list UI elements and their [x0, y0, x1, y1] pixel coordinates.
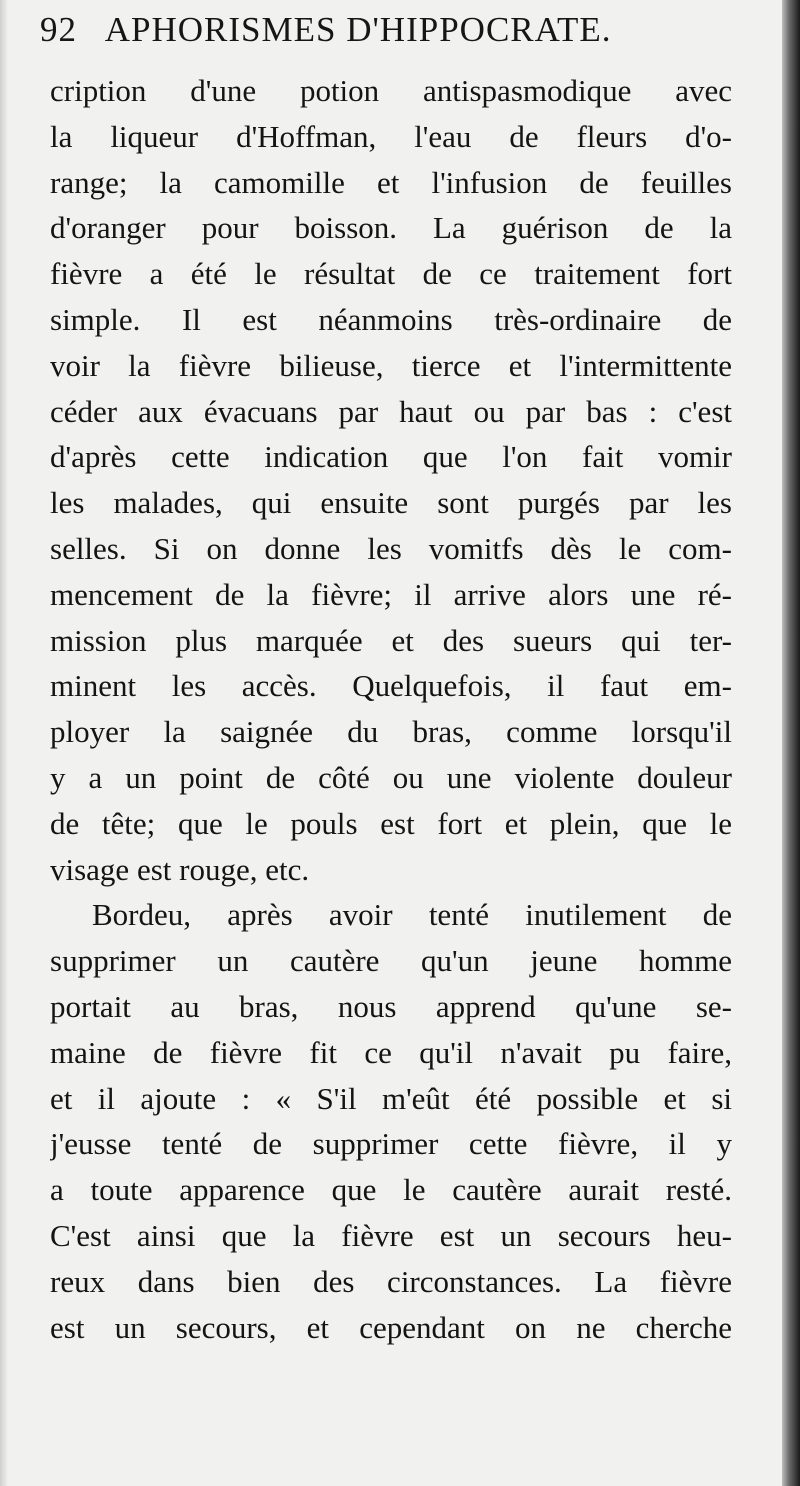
text-line: mission plus marquée et des sueurs qui ter- [50, 622, 732, 658]
text-line: maine de fièvre fit ce qu'il n'avait pu faire, [50, 1034, 732, 1070]
text-line: cription d'une potion antispasmodique avec [50, 73, 732, 108]
text-line: et il ajoute : « S'il m'eût été possible et si [50, 1080, 732, 1116]
text-line: ployer la saignée du bras, comme lorsqu'il [50, 714, 732, 750]
text-line: minent les accès. Quelquefois, il faut em- [50, 668, 732, 704]
page-left-edge [0, 0, 8, 1486]
text-line: supprimer un cautère qu'un jeune homme [50, 943, 732, 979]
page-number: 92 [40, 10, 77, 49]
running-title: APHORISMES D'HIPPOCRATE. [104, 10, 612, 49]
text-line: d'après cette indication que l'on fait vomir [50, 439, 732, 475]
text-line: les malades, qui ensuite sont purgés par les [50, 485, 732, 521]
text-line: est un secours, et cependant on ne cherche [50, 1309, 732, 1345]
text-line: simple. Il est néanmoins très-ordinaire de [50, 301, 732, 337]
text-line: la liqueur d'Hoffman, l'eau de fleurs d'o- [50, 118, 732, 154]
text-line: y a un point de côté ou une violente douleur [50, 759, 732, 795]
text-line: j'eusse tenté de supprimer cette fièvre, il y [50, 1126, 732, 1162]
book-gutter-shadow [782, 0, 800, 1486]
text-line: voir la fièvre bilieuse, tierce et l'intermittente [50, 347, 732, 383]
text-line: selles. Si on donne les vomitfs dès le com- [50, 530, 732, 566]
text-line: portait au bras, nous apprend qu'une se- [50, 988, 732, 1024]
body-text [50, 68, 732, 1350]
text-line: reux dans bien des circonstances. La fièvre [50, 1263, 732, 1299]
text-line: a toute apparence que le cautère aurait resté. [50, 1172, 732, 1208]
text-line: fièvre a été le résultat de ce traitement fort [50, 256, 732, 292]
running-head [40, 10, 740, 62]
text-line: range; la camomille et l'infusion de feuilles [50, 164, 732, 200]
text-line: d'oranger pour boisson. La guérison de la [50, 210, 732, 246]
text-line: mencement de la fièvre; il arrive alors une ré- [50, 576, 732, 612]
text-line: de tête; que le pouls est fort et plein, que le [50, 805, 732, 841]
text-line: céder aux évacuans par haut ou par bas : c'est [50, 393, 732, 429]
text-line: C'est ainsi que la fièvre est un secours heu- [50, 1217, 732, 1253]
text-line: visage est rouge, etc. [50, 851, 310, 887]
text-line: Bordeu, après avoir tenté inutilement de [92, 897, 732, 933]
